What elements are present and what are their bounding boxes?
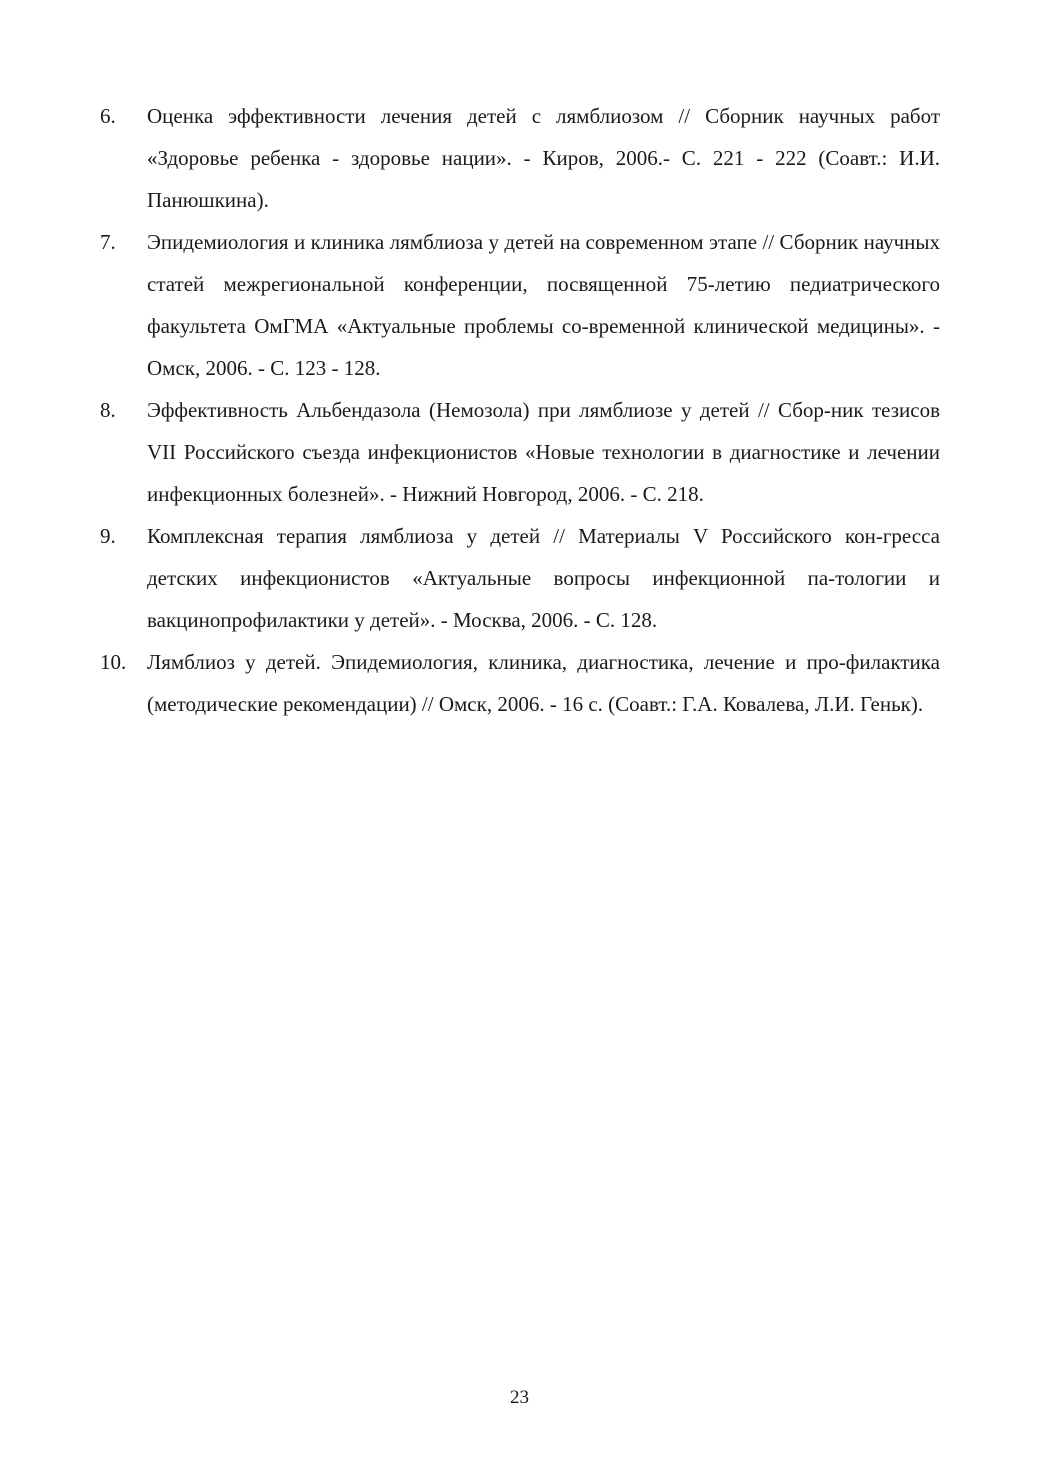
reference-item [100,95,940,221]
reference-number: 8. [100,398,116,422]
reference-number: 9. [100,524,116,548]
reference-number: 7. [100,230,116,254]
reference-text: Лямблиоз у детей. Эпидемиология, клиника, диагностика, лечение и про-филактика (методические рекомендации) // Омск, 2006. - 16 с. (Соавт.: Г.А. Ковалева, Л.И. Геньк). [147,650,940,716]
reference-item [100,641,940,725]
reference-item [100,389,940,515]
page-number: 23 [510,1387,529,1408]
reference-text: Комплексная терапия лямблиоза у детей // Материалы V Российского кон-гресса детских инфекционистов «Актуальные вопросы инфекционной па-тологии и вакцинопрофилактики у детей». - Москва, 2006. - С. 128. [147,524,940,632]
reference-item [100,515,940,641]
reference-text: Эффективность Альбендазола (Немозола) при лямблиозе у детей // Сбор-ник тезисов VII Российского съезда инфекционистов «Новые технологии в диагностике и лечении инфекционных болезней». - Нижний Новгород, 2006. - С. 218. [147,398,940,506]
reference-text: Оценка эффективности лечения детей с лямблиозом // Сборник научных работ «Здоровье ребенка - здоровье нации». - Киров, 2006.- С. 221 - 222 (Соавт.: И.И. Панюшкина). [147,104,940,212]
reference-list [100,95,940,725]
reference-item [100,221,940,389]
reference-number: 10. [100,650,127,674]
reference-number: 6. [100,104,116,128]
reference-text: Эпидемиология и клиника лямблиоза у детей на современном этапе // Сборник научных статей межрегиональной конференции, посвященной 75-летию педиатрического факультета ОмГМА «Актуальные проблемы со-временной клинической медицины». - Омск, 2006. - С. 123 - 128. [147,230,940,380]
